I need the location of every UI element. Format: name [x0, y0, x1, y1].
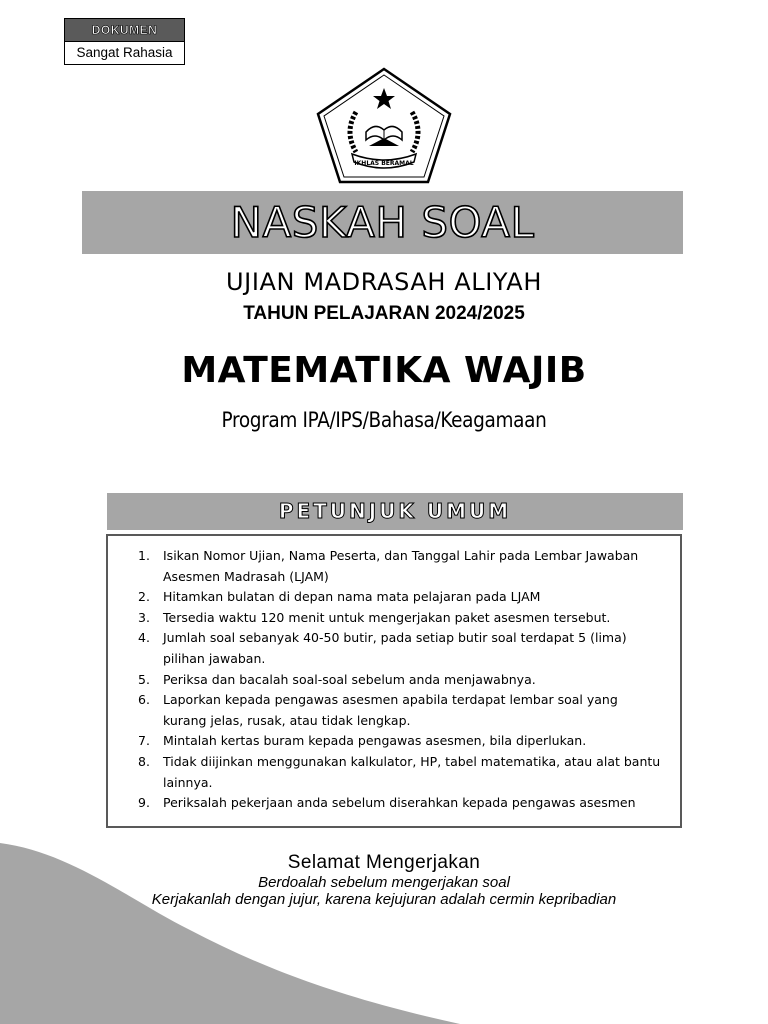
instructions-heading: PETUNJUK UMUM [278, 499, 512, 523]
closing-message [0, 852, 768, 908]
instruction-item: 8. Tidak diijinkan menggunakan kalkulator, HP, tabel matematika, atau alat bantu lainnya. [138, 753, 661, 790]
instructions-list [108, 546, 680, 814]
ministry-logo [314, 66, 454, 186]
instruction-item: 5. Periksa dan bacalah soal-soal sebelum anda menjawabnya. [138, 671, 536, 687]
instructions-header [107, 493, 683, 530]
instruction-item: 6. Laporkan kepada pengawas asesmen apabila terdapat lembar soal yang kurang jelas, rusak, atau tidak lengkap. [138, 692, 618, 728]
subject-title: MATEMATIKA WAJIB [181, 350, 587, 391]
instructions-box [106, 534, 682, 828]
classification-label: Sangat Rahasia [65, 41, 184, 64]
closing-title: Selamat Mengerjakan [287, 852, 481, 873]
instruction-item: 1. Isikan Nomor Ujian, Nama Peserta, dan Tanggal Lahir pada Lembar Jawaban Asesmen Madrasah (LJAM) [138, 548, 639, 584]
title-band [82, 191, 683, 254]
document-label: DOKUMEN [65, 19, 184, 41]
instruction-item: 7. Mintalah kertas buram kepada pengawas asesmen, bila diperlukan. [138, 733, 587, 749]
page-title: NASKAH SOAL [230, 198, 535, 247]
school-year: TAHUN PELAJARAN 2024/2025 [243, 303, 525, 324]
instruction-item: 9. Periksalah pekerjaan anda sebelum diserahkan kepada pengawas asesmen [138, 795, 636, 811]
logo-motto: IKHLAS BERAMAL [354, 160, 414, 167]
document-classification-box [64, 18, 185, 65]
program-label: Program IPA/IPS/Bahasa/Keagamaan [221, 408, 547, 432]
closing-line-2: Kerjakanlah dengan jujur, karena kejujuran adalah cermin kepribadian [151, 891, 617, 908]
instruction-item: 2. Hitamkan bulatan di depan nama mata pelajaran pada LJAM [138, 589, 541, 605]
instruction-item: 3. Tersedia waktu 120 menit untuk mengerjakan paket asesmen tersebut. [138, 609, 611, 625]
instruction-item: 4. Jumlah soal sebanyak 40-50 butir, pada setiap butir soal terdapat 5 (lima) pilihan jawaban. [138, 630, 627, 666]
closing-line-1: Berdoalah sebelum mengerjakan soal [258, 874, 510, 891]
exam-name: UJIAN MADRASAH ALIYAH [226, 268, 542, 296]
